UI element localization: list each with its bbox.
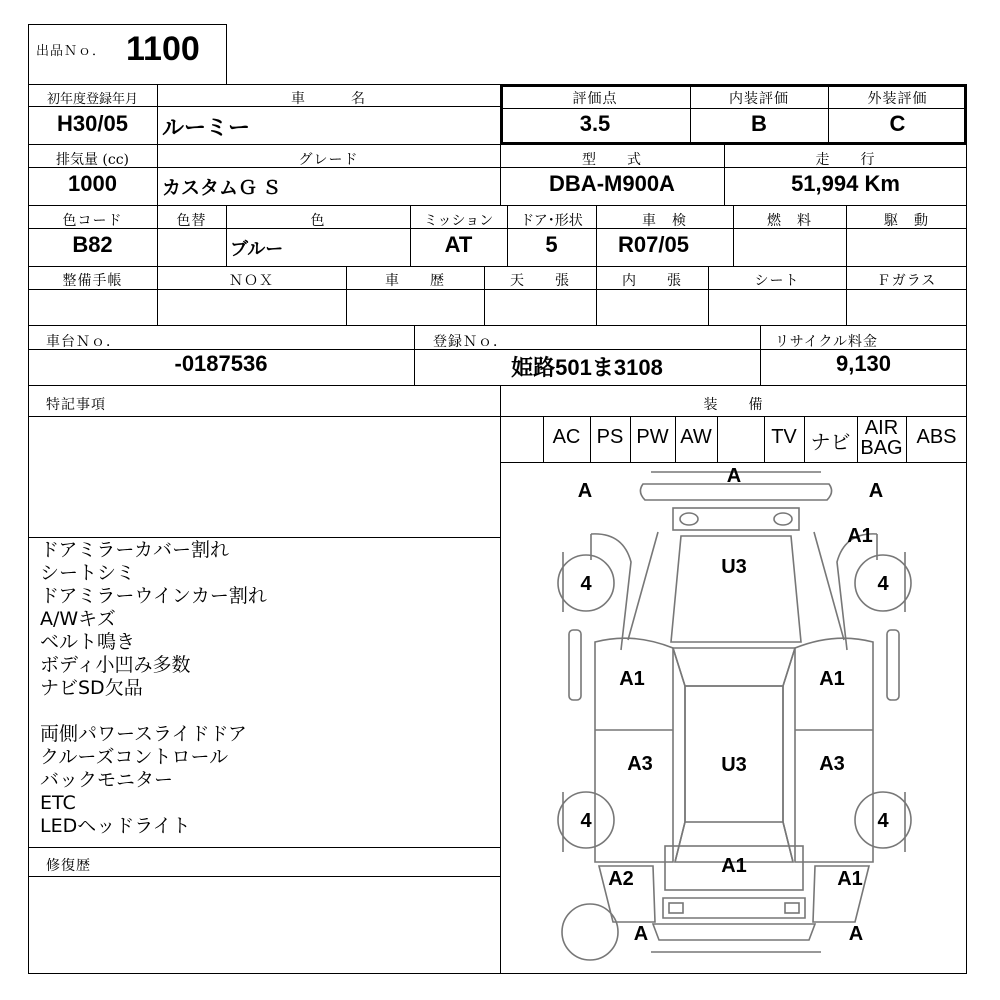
color: ブルー (230, 239, 284, 259)
equipment-divider (630, 416, 631, 462)
row-divider (28, 876, 500, 877)
registration-label: 登録Ｎｏ． (433, 334, 508, 350)
recycle-label: リサイクル料金 (775, 334, 879, 350)
row-divider (28, 325, 967, 326)
year-label: 初年度登録年月 (46, 92, 138, 107)
equipment-item: AC (552, 426, 581, 448)
damage-windshield: U3 (721, 556, 747, 578)
emblem-right (774, 513, 792, 525)
wheel-arches (563, 552, 905, 852)
damage-rear-quarter-right: A1 (837, 868, 863, 890)
equipment-item: ナビ (810, 432, 851, 454)
note-line: ETC (40, 792, 76, 814)
grade: カスタムＧ Ｓ (162, 178, 282, 199)
emblem-left (680, 513, 698, 525)
first-registration: H30/05 (57, 111, 128, 136)
note-line: 両側パワースライドドア (40, 723, 247, 745)
damage-rear-left: A (633, 923, 649, 945)
equipment-item: ABS (916, 426, 957, 448)
damage-tire-front-right: 4 (877, 573, 889, 595)
note-line: ナビSD欠品 (40, 677, 143, 699)
exterior-label: 外装評価 (867, 91, 928, 107)
mission-label: ミッション (423, 213, 494, 229)
color-code: B82 (72, 232, 113, 257)
chassis-label: 車台Ｎｏ． (46, 334, 121, 350)
roof-lining-label: 天 張 (510, 273, 570, 289)
car-name: ルーミー (162, 115, 251, 140)
note-line: A/Wキズ (40, 608, 116, 630)
damage-roof: U3 (721, 754, 747, 776)
note-line: ドアミラーカバー割れ (40, 539, 230, 561)
damage-tire-rear-left: 4 (580, 810, 592, 832)
exterior-grade: C (889, 111, 906, 136)
damage-rear-door-left: A3 (627, 753, 653, 775)
color-label: 色 (310, 213, 326, 229)
row-divider (28, 205, 967, 206)
registration-number: 姫路501ま3108 (511, 355, 663, 380)
damage-back-door: A1 (721, 855, 747, 877)
model-label: 型 式 (582, 152, 642, 168)
grade-label: グレード (298, 152, 359, 168)
glass-label: Ｆガラス (876, 273, 937, 289)
mirror-right (887, 630, 899, 700)
equipment-divider (804, 416, 805, 462)
damage-tire-rear-right: 4 (877, 810, 889, 832)
rear-lamp-left (669, 903, 683, 913)
equipment-divider (906, 416, 907, 462)
damage-rear-right: A (848, 923, 864, 945)
grille-outline (673, 508, 799, 530)
section-divider (500, 385, 501, 974)
fuel-label: 燃 料 (767, 213, 812, 229)
row-divider (28, 385, 967, 386)
rear-bumper-outline (651, 898, 821, 952)
score-label: 評価点 (572, 91, 618, 107)
hood-outline (671, 536, 801, 642)
mileage-label: 走 行 (815, 152, 876, 168)
equipment-divider (675, 416, 676, 462)
note-line: クルーズコントロール (40, 746, 229, 768)
color-change-label: 色替 (176, 213, 207, 229)
door-label: ドア･形状 (520, 213, 583, 229)
damage-tire-front-left: 4 (580, 573, 592, 595)
damage-right-fender: A1 (847, 525, 873, 547)
transmission: AT (444, 232, 473, 257)
equipment-item: AW (680, 426, 712, 448)
mileage: 51,994 Km (791, 171, 900, 196)
equipment-item: TV (771, 426, 797, 448)
notes-list (40, 539, 267, 838)
notes-label: 特記事項 (46, 397, 106, 413)
equipment-divider (717, 416, 718, 462)
note-line: ボディ小凹み多数 (40, 654, 191, 676)
note-line: バックモニター (40, 769, 174, 791)
lot-label: 出品Ｎｏ． (36, 44, 107, 59)
equipment-divider (764, 416, 765, 462)
note-line: LEDヘッドライト (40, 815, 191, 837)
seat-label: シート (754, 273, 800, 289)
cabin-outline (673, 648, 795, 686)
equipment-item: AIR BAG (860, 417, 903, 459)
lot-number: 1100 (126, 30, 200, 68)
drive-label: 駆 動 (884, 213, 929, 229)
hood-side-left (628, 532, 844, 640)
damage-front-door-left: A1 (619, 668, 645, 690)
rear-lamp-right (785, 903, 799, 913)
note-line: ベルト鳴き (40, 631, 136, 653)
damage-front-left: A (577, 480, 593, 502)
equipment-divider (857, 416, 858, 462)
row-divider (28, 847, 500, 848)
color-code-label: 色コード (62, 213, 123, 229)
equipment-item: PS (596, 426, 624, 448)
recycle-fee: 9,130 (835, 351, 892, 376)
damage-rear-door-right: A3 (819, 753, 845, 775)
equipment-divider (543, 416, 544, 462)
repair-history-label: 修復歴 (46, 858, 91, 874)
damage-front-door-right: A1 (819, 668, 845, 690)
note-line (40, 700, 267, 723)
interior-trim-label: 内 張 (622, 273, 682, 289)
spare-tire-outline (562, 904, 618, 960)
note-line: シートシミ (40, 562, 136, 584)
interior-label: 内装評価 (729, 91, 789, 107)
row-divider (28, 416, 967, 417)
equipment-label: 装 備 (703, 397, 764, 413)
score-value: 3.5 (579, 111, 611, 136)
nox-label: ＮＯＸ (229, 273, 274, 289)
displacement: 1000 (68, 171, 117, 196)
equipment-divider (590, 416, 591, 462)
damage-front-center: A (726, 465, 742, 487)
damage-front-right: A (868, 480, 884, 502)
chassis-number: -0187536 (174, 351, 268, 376)
interior-grade: B (751, 111, 767, 136)
inspection: R07/05 (618, 232, 689, 257)
history-label: 車 歴 (385, 273, 445, 289)
inspection-label: 車 検 (642, 213, 687, 229)
car-name-label: 車 名 (291, 91, 366, 107)
mirror-left (569, 630, 581, 700)
equipment-item: PW (636, 426, 669, 448)
displacement-label: 排気量 (cc) (55, 152, 130, 168)
damage-rear-quarter-left: A2 (608, 868, 634, 890)
row-divider (28, 266, 967, 267)
note-line: ドアミラーウインカー割れ (40, 585, 267, 607)
row-divider (28, 537, 500, 538)
doors: 5 (545, 232, 558, 257)
car-damage-diagram (503, 462, 965, 972)
model-code: DBA-M900A (549, 171, 675, 196)
maintenance-label: 整備手帳 (62, 273, 123, 289)
